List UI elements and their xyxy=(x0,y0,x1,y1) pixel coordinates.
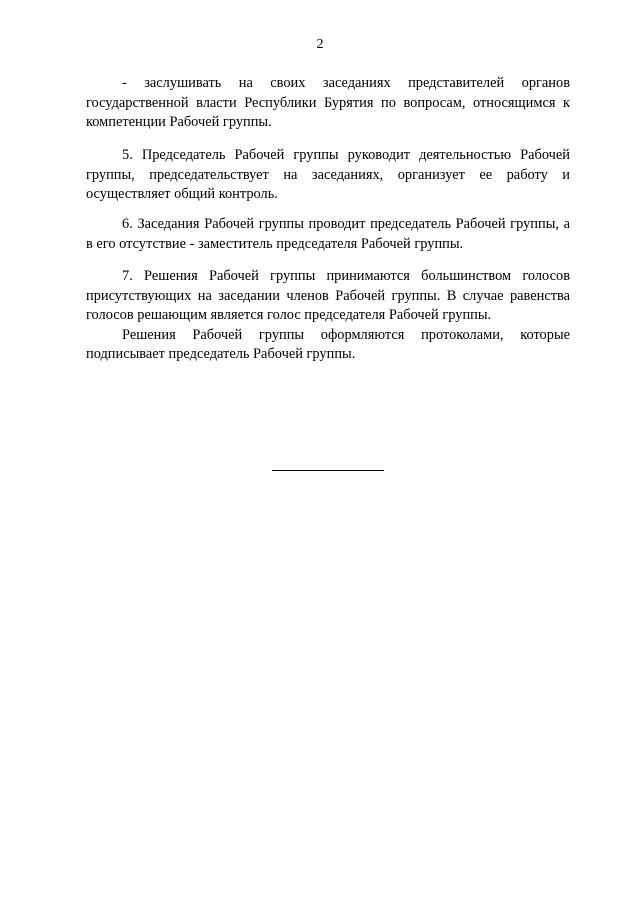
paragraph-item-7: 7. Решения Рабочей группы принимаются большинством голосов присутствующих на заседании членов Рабочей группы. В случае равенства голосов решающим является голос председателя Рабочей группы. xyxy=(86,268,570,323)
paragraph-item-6: 6. Заседания Рабочей группы проводит председатель Рабочей группы, а в его отсутствие - заместитель председателя Рабочей группы. xyxy=(86,216,570,252)
paragraph-group-chairman xyxy=(86,146,570,205)
paragraph-group-meetings xyxy=(86,215,570,254)
paragraph-group-listening xyxy=(86,74,570,133)
paragraph-listening-representatives: - заслушивать на своих заседаниях представителей органов государственной власти Республики Бурятия по вопросам, относящимся к компетенции Рабочей группы. xyxy=(86,75,570,130)
paragraph-protocols: Решения Рабочей группы оформляются протоколами, которые подписывает председатель Рабочей группы. xyxy=(86,326,570,362)
page-number: 2 xyxy=(316,37,324,52)
paragraph-group-decisions xyxy=(86,267,570,365)
end-separator-line xyxy=(272,470,384,471)
paragraph-item-5: 5. Председатель Рабочей группы руководит деятельностью Рабочей группы, председательствует на заседаниях, организует ее работу и осуществляет общий контроль. xyxy=(86,147,570,202)
